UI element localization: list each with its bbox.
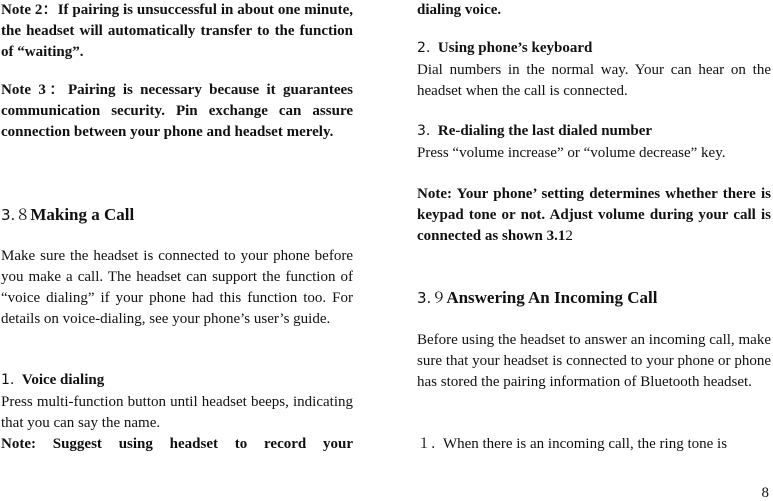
section-number: 3.９ [417, 289, 447, 307]
item-number: 2. [417, 40, 431, 56]
note-suggest: Note: Suggest using headset to record your [1, 436, 353, 452]
note-keypad-tail: 2 [565, 228, 573, 244]
answering-body: Before using the headset to answer an incoming call, make sure that your headset is connected to your phone or phone has stored the pairing information of Bluetooth headset. [417, 332, 771, 390]
item-number: 3. [417, 123, 431, 139]
step-1 [417, 434, 771, 455]
item-title: Using phone’s keyboard [437, 40, 593, 56]
note-keypad-text: Note: Your phone’ setting determines whether there is keypad tone or not. Adjust volume during your call is connected as shown 3.1 [417, 186, 771, 244]
voice-dialing-heading [1, 370, 353, 391]
note-2: Note 2：If pairing is unsuccessful in about one minute, the headset will automatically transfer to the function of “waiting”. [1, 2, 353, 60]
section-number: 3.８ [1, 206, 31, 224]
section-3-9-heading [417, 286, 771, 310]
item-number: 1. [1, 372, 15, 388]
page-number: 8 [761, 485, 769, 501]
keyboard-heading [417, 38, 771, 59]
step-number: １. [417, 436, 436, 452]
step-text: When there is an incoming call, the ring tone is [442, 436, 728, 452]
continued-text: dialing voice. [417, 2, 502, 18]
voice-dialing-body: Press multi-function button until headset beeps, indicating that you can say the name. [1, 394, 353, 431]
keyboard-body: Dial numbers in the normal way. Your can hear on the headset when the call is connected. [417, 62, 771, 99]
making-call-intro: Make sure the headset is connected to your phone before you make a call. The headset can support the function of “voice dialing” if your phone had this function too. For details on voice-dialing, see your phone’s user’s guide. [1, 248, 353, 327]
section-title: Answering An Incoming Call [446, 288, 658, 307]
item-title: Re-dialing the last dialed number [437, 123, 653, 139]
section-title: Making a Call [30, 205, 135, 224]
redial-heading [417, 121, 771, 142]
item-title: Voice dialing [21, 372, 105, 388]
redial-body: Press “volume increase” or “volume decrease” key. [417, 145, 726, 161]
section-3-8-heading [1, 203, 353, 227]
note-3: Note 3：Pairing is necessary because it guarantees communication security. Pin exchange can assure connection between your phone and headset merely. [1, 82, 353, 140]
note-keypad [417, 184, 771, 247]
